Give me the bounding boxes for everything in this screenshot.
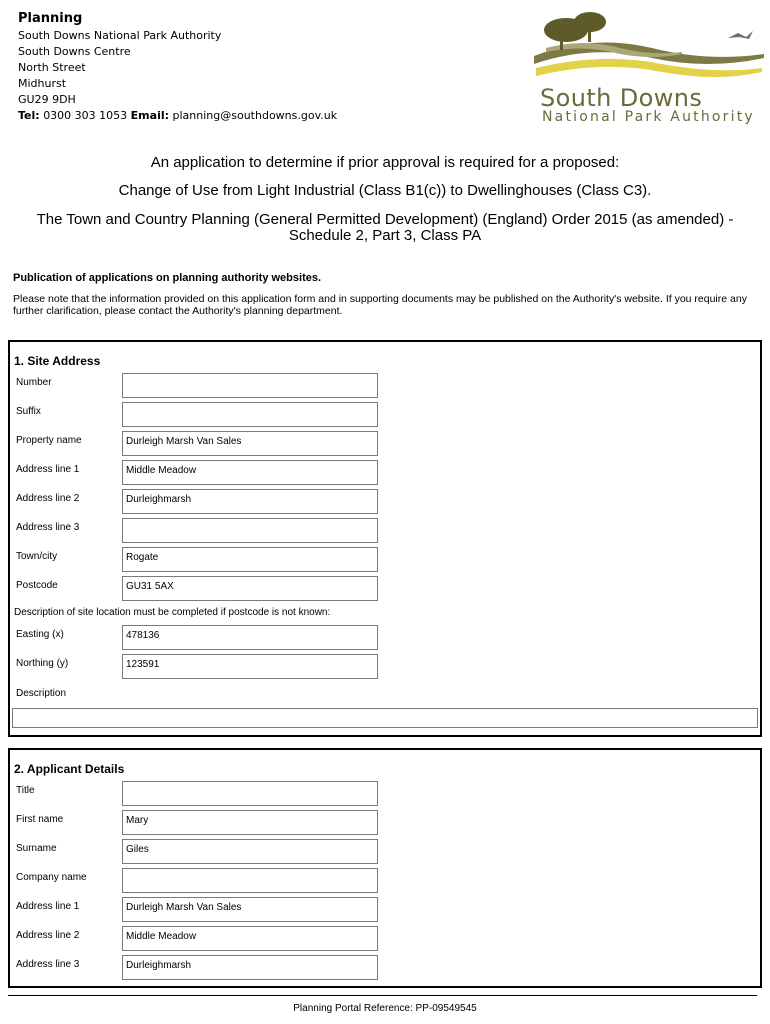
surname-input[interactable]: Giles [122,839,378,864]
intro-line-1: An application to determine if prior approval is required for a proposed: [150,154,620,171]
northing-input[interactable]: 123591 [122,654,378,679]
site-address-section [8,340,762,737]
description-input[interactable] [12,708,758,728]
applicant-address-line-2-input[interactable]: Middle Meadow [122,926,378,951]
publication-heading: Publication of applications on planning authority websites. [13,272,322,284]
company-name-input[interactable] [122,868,378,893]
field-label: Address line 2 [16,930,80,941]
field-label: Property name [16,435,82,446]
location-note: Description of site location must be completed if postcode is not known: [14,607,331,618]
south-downs-logo [532,8,767,130]
suffix-input[interactable] [122,402,378,427]
easting-input[interactable]: 478136 [122,625,378,650]
field-label: Address line 3 [16,522,80,533]
postcode-input[interactable]: GU31 5AX [122,576,378,601]
field-label: Postcode [16,580,58,591]
field-label: Company name [16,872,87,883]
description-label: Description [16,688,67,699]
address-line-3-input[interactable] [122,518,378,543]
town: Midhurst [18,77,67,90]
field-label: Suffix [16,406,41,417]
intro-line-3: The Town and Country Planning (General Permitted Development) (England) Order 2015 (as amended) - [36,211,734,228]
field-label: Easting (x) [16,629,64,640]
section-title: 2. Applicant Details [14,762,125,776]
town-input[interactable]: Rogate [122,547,378,572]
building-name: South Downs Centre [18,45,131,58]
authority-address [18,10,337,124]
applicant-section [8,748,762,988]
section-title: 1. Site Address [14,354,101,368]
applicant-address-line-3-input[interactable]: Durleighmarsh [122,955,378,980]
postcode: GU29 9DH [18,93,76,106]
publication-text: Please note that the information provided on this application form and in supporting documents may be published on the Authority's website. If you require any further clarification, please contact the Authority's planning department. [13,293,747,317]
tel-label: Tel: [18,109,40,122]
first-name-input[interactable]: Mary [122,810,378,835]
field-label: Northing (y) [16,658,69,669]
field-label: First name [16,814,64,825]
field-label: Surname [16,843,57,854]
field-label: Number [16,377,52,388]
applicant-address-line-1-input[interactable]: Durleigh Marsh Van Sales [122,897,378,922]
property-name-input[interactable]: Durleigh Marsh Van Sales [122,431,378,456]
tel-number: 0300 303 1053 [43,109,128,122]
org-name: South Downs National Park Authority [18,29,222,42]
planning-heading: Planning [18,11,83,26]
logo-subtitle: National Park Authority [542,109,755,125]
email-address: planning@southdowns.gov.uk [172,109,338,122]
contact-line [18,108,337,124]
portal-reference: Planning Portal Reference: PP-09549545 [293,1003,477,1014]
email-label: Email: [130,109,170,122]
address-line-2-input[interactable]: Durleighmarsh [122,489,378,514]
intro-line-4: Schedule 2, Part 3, Class PA [288,227,482,244]
field-label: Town/city [16,551,58,562]
number-input[interactable] [122,373,378,398]
street: North Street [18,61,86,74]
hills-trees-icon [532,8,767,88]
address-line-1-input[interactable]: Middle Meadow [122,460,378,485]
footer-divider [8,995,757,996]
field-label: Address line 2 [16,493,80,504]
logo-title: South Downs [540,84,703,112]
intro-line-2: Change of Use from Light Industrial (Class B1(c)) to Dwellinghouses (Class C3). [118,182,652,199]
field-label: Address line 3 [16,959,80,970]
title-input[interactable] [122,781,378,806]
field-label: Address line 1 [16,901,80,912]
field-label: Title [16,785,35,796]
field-label: Address line 1 [16,464,80,475]
